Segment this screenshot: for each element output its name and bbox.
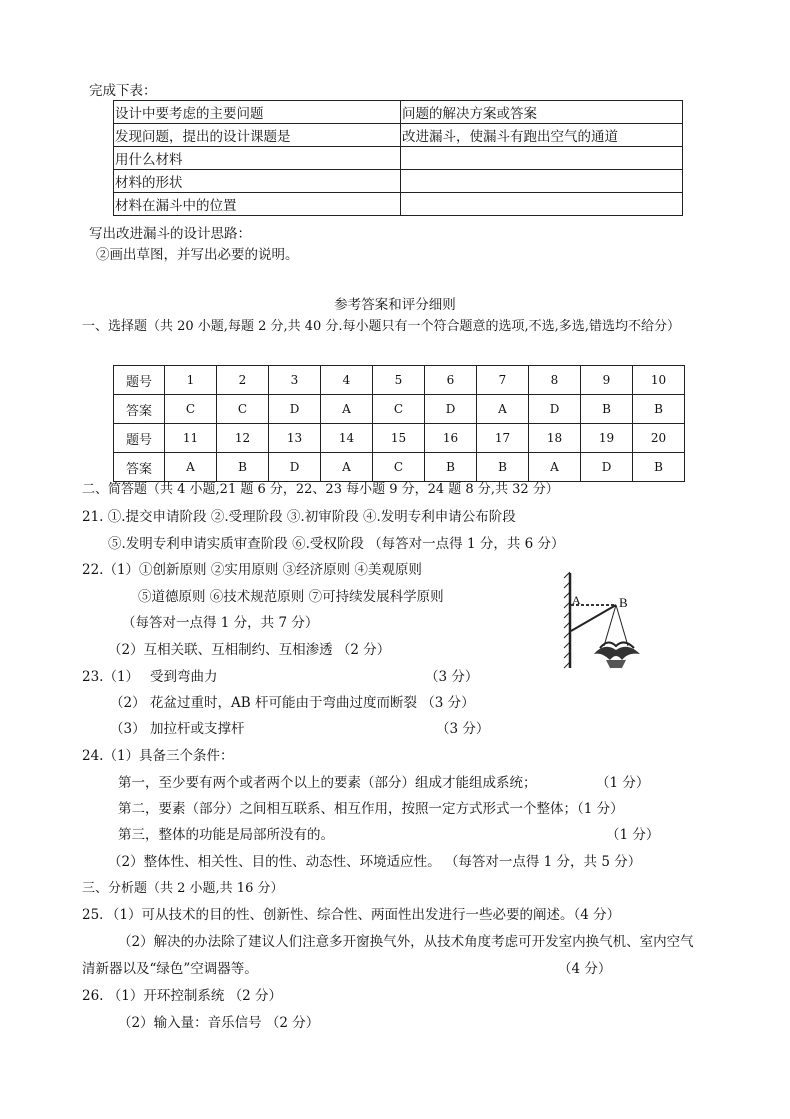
q23-3-score: （3 分） <box>436 721 490 737</box>
q23-3-label: （3） <box>110 721 146 737</box>
intro-text: 完成下表： <box>89 83 157 99</box>
table-cell: 15 <box>373 424 425 453</box>
table-cell: 14 <box>321 424 373 453</box>
table-row <box>114 170 683 193</box>
table-cell: 10 <box>633 366 685 395</box>
table-cell: C <box>217 395 269 424</box>
row-label: 题号 <box>114 366 165 395</box>
table-cell: B <box>217 453 269 482</box>
table-cell: 2 <box>217 366 269 395</box>
table-cell: D <box>581 453 633 482</box>
q22-line4: （2）互相关联、互相制约、互相渗透 （2 分） <box>108 642 391 658</box>
label-a: A <box>572 593 581 607</box>
table-cell: 3 <box>269 366 321 395</box>
table-row <box>114 366 685 395</box>
q24-condition1-score: （1 分） <box>596 775 650 791</box>
q24-condition2: 第二，要素（部分）之间相互联系、相互作用，按照一定方式形式一个整体；（1 分） <box>118 801 624 817</box>
table-cell: B <box>633 453 685 482</box>
table-row <box>114 453 685 482</box>
q25-part2-line2: 清新器以及“绿色”空调器等。 <box>82 961 258 977</box>
q21-line1: 21. ①.提交申请阶段 ②.受理阶段 ③.初审阶段 ④.发明专利申请公布阶段 <box>82 509 516 525</box>
table-header-cell: 设计中要考虑的主要问题 <box>114 101 401 124</box>
design-table <box>113 100 683 216</box>
q23-2-text: 花盆过重时，AB 杆可能由于弯曲过度而断裂 （3 分） <box>150 695 475 711</box>
q23-1-label: 23.（1） <box>82 669 140 685</box>
table-cell: 发现问题，提出的设计课题是 <box>114 124 401 147</box>
table-cell: 20 <box>633 424 685 453</box>
sketch-prompt: ②画出草图，并写出必要的说明。 <box>96 247 299 263</box>
table-cell: 17 <box>477 424 529 453</box>
table-cell: 6 <box>425 366 477 395</box>
q26-part1: 26. （1）开环控制系统 （2 分） <box>82 988 283 1004</box>
q22-line1: 22.（1）①创新原则 ②实用原则 ③经济原则 ④美观原则 <box>82 562 422 578</box>
table-cell: B <box>633 395 685 424</box>
table-cell: 8 <box>529 366 581 395</box>
row-label: 答案 <box>114 395 165 424</box>
table-row <box>114 424 685 453</box>
table-row <box>114 124 683 147</box>
table-cell: 18 <box>529 424 581 453</box>
q24-intro: 24.（1）具备三个条件： <box>82 748 234 764</box>
table-cell: C <box>165 395 217 424</box>
q23-2-label: （2） <box>110 695 146 711</box>
table-cell: D <box>529 395 581 424</box>
section2-heading: 二、简答题（共 4 小题,21 题 6 分，22、23 每小题 9 分，24 题 8 分,共 32 分） <box>82 482 559 497</box>
table-header-cell: 问题的解决方案或答案 <box>401 101 683 124</box>
table-cell: 19 <box>581 424 633 453</box>
row-label: 题号 <box>114 424 165 453</box>
table-cell <box>401 193 683 216</box>
section1-heading: 一、选择题（共 20 小题,每题 2 分,共 40 分.每小题只有一个符合题意的选项,不选,多选,错选均不给分） <box>82 319 680 334</box>
table-row <box>114 101 683 124</box>
table-cell: 材料的形状 <box>114 170 401 193</box>
table-cell: 5 <box>373 366 425 395</box>
wall-icon <box>564 572 570 668</box>
q25-part2-score: （4 分） <box>558 961 612 977</box>
table-cell: 12 <box>217 424 269 453</box>
q24-part2: （2）整体性、相关性、目的性、动态性、环境适应性。 （每答对一点得 1 分，共 5 分） <box>108 854 642 870</box>
section3-heading: 三、分析题（共 2 小题,共 16 分） <box>82 881 284 896</box>
q23-1-score: （3 分） <box>425 669 479 685</box>
table-cell <box>401 147 683 170</box>
table-cell: D <box>269 395 321 424</box>
table-cell: 1 <box>165 366 217 395</box>
q23-1-text: 受到弯曲力 <box>150 669 218 685</box>
table-cell: C <box>373 395 425 424</box>
q26-part2: （2）输入量：音乐信号 （2 分） <box>118 1015 320 1031</box>
table-cell: C <box>373 453 425 482</box>
q24-condition1: 第一，至少要有两个或者两个以上的要素（部分）组成才能组成系统； <box>118 775 537 791</box>
q22-line2: ⑤道德原则 ⑥技术规范原则 ⑦可持续发展科学原则 <box>138 589 444 605</box>
q23-3-text: 加拉杆或支撑杆 <box>150 721 245 737</box>
table-cell: A <box>321 395 373 424</box>
q21-line2: ⑤.发明专利申请实质审查阶段 ⑥.受权阶段 （每答对一点得 1 分，共 6 分） <box>108 536 565 552</box>
table-cell: A <box>321 453 373 482</box>
table-cell: B <box>477 453 529 482</box>
table-cell: 11 <box>165 424 217 453</box>
table-cell: 7 <box>477 366 529 395</box>
table-row <box>114 395 685 424</box>
table-row <box>114 193 683 216</box>
table-cell: 16 <box>425 424 477 453</box>
table-cell: 改进漏斗，使漏斗有跑出空气的通道 <box>401 124 683 147</box>
table-cell: A <box>165 453 217 482</box>
table-cell: B <box>581 395 633 424</box>
table-cell <box>401 170 683 193</box>
design-idea-prompt: 写出改进漏斗的设计思路： <box>89 226 251 242</box>
q25-part1: 25．（1）可从技术的目的性、创新性、综合性、两面性出发进行一些必要的阐述。（4 分） <box>82 907 621 923</box>
bracket-figure <box>560 568 650 678</box>
table-cell: 4 <box>321 366 373 395</box>
table-cell: A <box>477 395 529 424</box>
hanger-right <box>616 605 628 646</box>
q24-condition3: 第三，整体的功能是局部所没有的。 <box>118 827 334 843</box>
table-cell: 13 <box>269 424 321 453</box>
table-cell: 用什么材料 <box>114 147 401 170</box>
plant-icon <box>594 642 640 668</box>
q22-line3: （每答对一点得 1 分，共 7 分） <box>122 615 319 631</box>
q25-part2-line1: （2）解决的办法除了建议人们注意多开窗换气外，从技术角度考虑可开发室内换气机、室内空气 <box>118 934 694 950</box>
table-cell: A <box>529 453 581 482</box>
answers-title: 参考答案和评分细则 <box>334 297 456 313</box>
table-cell: B <box>425 453 477 482</box>
table-cell: 9 <box>581 366 633 395</box>
table-row <box>114 147 683 170</box>
table-cell: D <box>269 453 321 482</box>
row-label: 答案 <box>114 453 165 482</box>
table-cell: 材料在漏斗中的位置 <box>114 193 401 216</box>
label-b: B <box>619 595 628 610</box>
table-cell: D <box>425 395 477 424</box>
q24-condition3-score: （1 分） <box>606 827 660 843</box>
answer-table <box>113 365 685 482</box>
